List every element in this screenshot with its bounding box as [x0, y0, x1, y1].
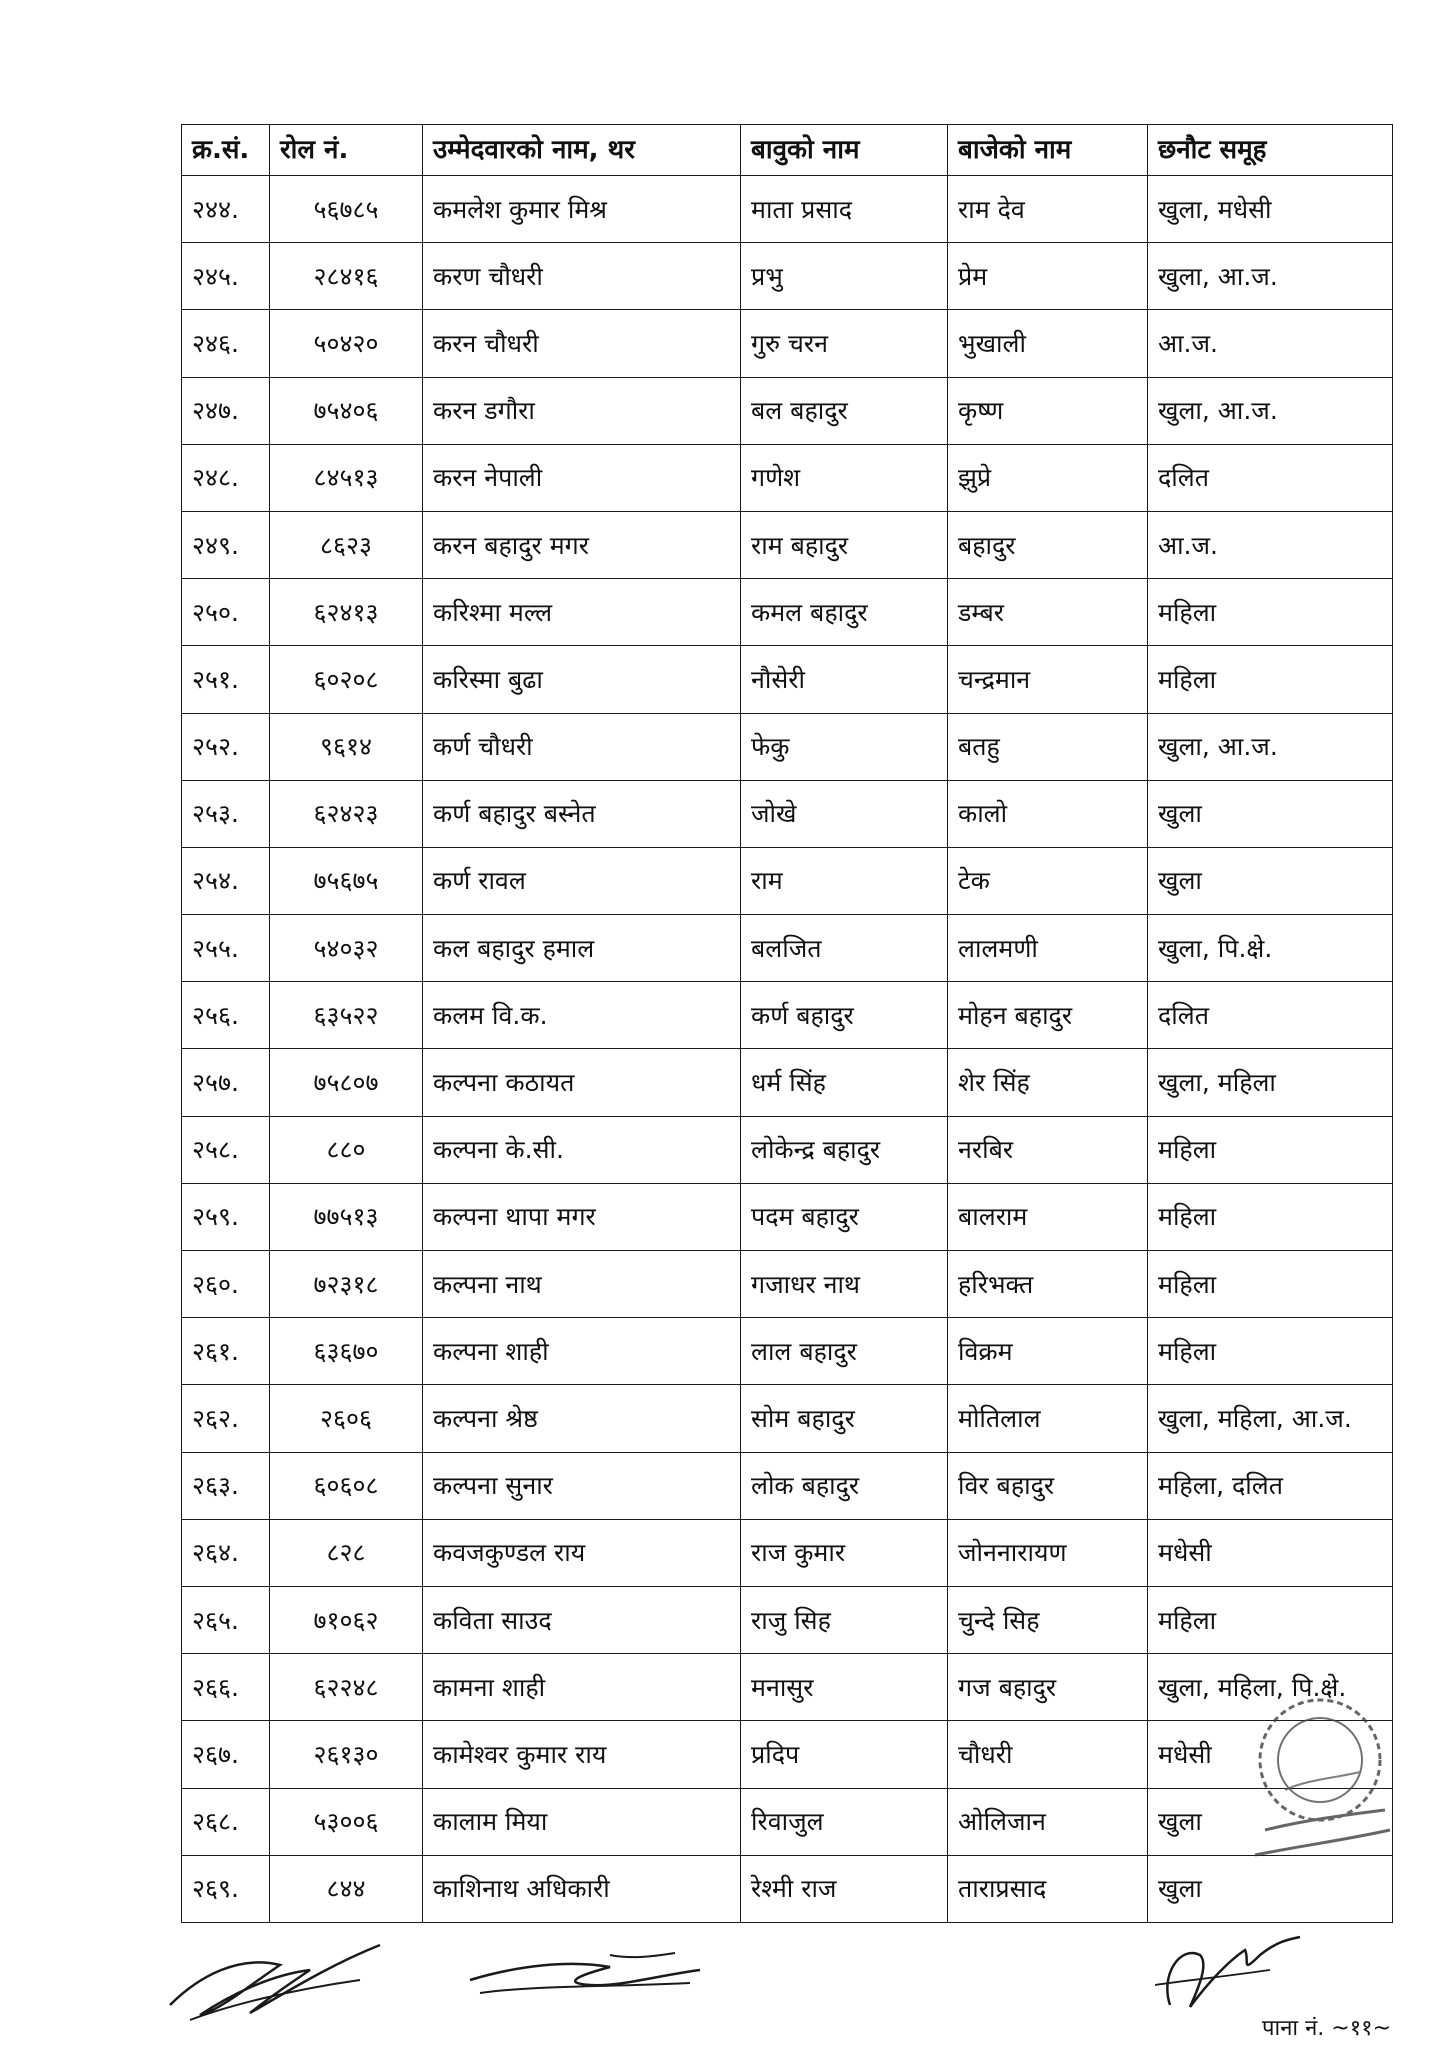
- table-row: [182, 1586, 1393, 1653]
- father-name-cell: राम: [741, 847, 948, 914]
- roll-no-cell: ५६७८५: [270, 176, 423, 243]
- serial-no-cell: २४७.: [182, 377, 270, 444]
- grandfather-name-cell: गज बहादुर: [948, 1654, 1148, 1721]
- selection-group-cell: खुला, महिला, आ.ज.: [1148, 1385, 1393, 1452]
- father-name-cell: बल बहादुर: [741, 377, 948, 444]
- roll-no-cell: ७५६७५: [270, 847, 423, 914]
- father-name-cell: जोखे: [741, 780, 948, 847]
- candidate-name-cell: करिश्मा मल्ल: [423, 579, 741, 646]
- roll-no-cell: ६३६७०: [270, 1318, 423, 1385]
- serial-no-cell: २५४.: [182, 847, 270, 914]
- father-name-cell: नौसेरी: [741, 646, 948, 713]
- signature-left-icon: [160, 1935, 400, 2025]
- grandfather-name-cell: कृष्ण: [948, 377, 1148, 444]
- father-name-cell: माता प्रसाद: [741, 176, 948, 243]
- candidate-name-cell: करन डगौरा: [423, 377, 741, 444]
- roll-no-cell: ८४४: [270, 1855, 423, 1922]
- selection-group-cell: महिला: [1148, 1183, 1393, 1250]
- roll-no-cell: ५४०३२: [270, 915, 423, 982]
- candidate-name-cell: कल्पना शाही: [423, 1318, 741, 1385]
- roll-no-cell: ५३००६: [270, 1788, 423, 1855]
- candidate-name-cell: कर्ण रावल: [423, 847, 741, 914]
- selection-group-cell: महिला, दलित: [1148, 1452, 1393, 1519]
- table-row: [182, 1452, 1393, 1519]
- roll-no-cell: ८६२३: [270, 511, 423, 578]
- grandfather-name-cell: मोतिलाल: [948, 1385, 1148, 1452]
- serial-no-cell: २४६.: [182, 310, 270, 377]
- table-row: [182, 377, 1393, 444]
- grandfather-name-cell: शेर सिंह: [948, 1049, 1148, 1116]
- grandfather-name-cell: डम्बर: [948, 579, 1148, 646]
- selection-group-cell: खुला, आ.ज.: [1148, 243, 1393, 310]
- table-row: [182, 1654, 1393, 1721]
- roll-no-cell: ६२२४८: [270, 1654, 423, 1721]
- roll-no-cell: ६०२०८: [270, 646, 423, 713]
- office-seal-icon: [1225, 1680, 1395, 1880]
- table-row: [182, 713, 1393, 780]
- table-row: [182, 1721, 1393, 1788]
- serial-no-cell: २६७.: [182, 1721, 270, 1788]
- table-body: [182, 176, 1393, 1923]
- candidate-name-cell: कल्पना के.सी.: [423, 1116, 741, 1183]
- selection-group-cell: खुला: [1148, 780, 1393, 847]
- candidate-name-cell: कल बहादुर हमाल: [423, 915, 741, 982]
- header-father-name: बावुको नाम: [741, 125, 948, 176]
- header-row: [182, 125, 1393, 176]
- grandfather-name-cell: विर बहादुर: [948, 1452, 1148, 1519]
- father-name-cell: लाल बहादुर: [741, 1318, 948, 1385]
- father-name-cell: राजु सिह: [741, 1586, 948, 1653]
- results-table: [181, 124, 1393, 1923]
- grandfather-name-cell: चुन्दे सिह: [948, 1586, 1148, 1653]
- roll-no-cell: ६०६०८: [270, 1452, 423, 1519]
- serial-no-cell: २५०.: [182, 579, 270, 646]
- selection-group-cell: महिला: [1148, 1251, 1393, 1318]
- father-name-cell: सोम बहादुर: [741, 1385, 948, 1452]
- signature-right-icon: [1150, 1925, 1310, 2015]
- grandfather-name-cell: ओलिजान: [948, 1788, 1148, 1855]
- father-name-cell: पदम बहादुर: [741, 1183, 948, 1250]
- roll-no-cell: ७५८०७: [270, 1049, 423, 1116]
- grandfather-name-cell: टेक: [948, 847, 1148, 914]
- selection-group-cell: खुला, पि.क्षे.: [1148, 915, 1393, 982]
- roll-no-cell: ५०४२०: [270, 310, 423, 377]
- grandfather-name-cell: राम देव: [948, 176, 1148, 243]
- candidate-name-cell: कल्पना सुनार: [423, 1452, 741, 1519]
- candidate-name-cell: करण चौधरी: [423, 243, 741, 310]
- serial-no-cell: २४८.: [182, 444, 270, 511]
- grandfather-name-cell: भुखाली: [948, 310, 1148, 377]
- father-name-cell: मनासुर: [741, 1654, 948, 1721]
- table-row: [182, 1116, 1393, 1183]
- grandfather-name-cell: बतहु: [948, 713, 1148, 780]
- roll-no-cell: २६०६: [270, 1385, 423, 1452]
- selection-group-cell: मधेसी: [1148, 1721, 1393, 1788]
- candidate-name-cell: करन नेपाली: [423, 444, 741, 511]
- selection-group-cell: महिला: [1148, 579, 1393, 646]
- candidate-name-cell: कामेश्वर कुमार राय: [423, 1721, 741, 1788]
- roll-no-cell: ६२४२३: [270, 780, 423, 847]
- roll-no-cell: ६३५२२: [270, 982, 423, 1049]
- selection-group-cell: दलित: [1148, 982, 1393, 1049]
- serial-no-cell: २५१.: [182, 646, 270, 713]
- serial-no-cell: २६०.: [182, 1251, 270, 1318]
- grandfather-name-cell: हरिभक्त: [948, 1251, 1148, 1318]
- table-row: [182, 1519, 1393, 1586]
- father-name-cell: गजाधर नाथ: [741, 1251, 948, 1318]
- table-row: [182, 579, 1393, 646]
- father-name-cell: फेकु: [741, 713, 948, 780]
- serial-no-cell: २६९.: [182, 1855, 270, 1922]
- selection-group-cell: खुला, आ.ज.: [1148, 377, 1393, 444]
- roll-no-cell: ८२८: [270, 1519, 423, 1586]
- selection-group-cell: महिला: [1148, 646, 1393, 713]
- grandfather-name-cell: प्रेम: [948, 243, 1148, 310]
- selection-group-cell: खुला, मधेसी: [1148, 176, 1393, 243]
- selection-group-cell: आ.ज.: [1148, 511, 1393, 578]
- roll-no-cell: २८४१६: [270, 243, 423, 310]
- candidate-name-cell: कर्ण चौधरी: [423, 713, 741, 780]
- selection-group-cell: खुला: [1148, 1855, 1393, 1922]
- candidate-name-cell: कर्ण बहादुर बस्नेत: [423, 780, 741, 847]
- table-row: [182, 847, 1393, 914]
- serial-no-cell: २६५.: [182, 1586, 270, 1653]
- grandfather-name-cell: बहादुर: [948, 511, 1148, 578]
- selection-group-cell: महिला: [1148, 1586, 1393, 1653]
- father-name-cell: प्रभु: [741, 243, 948, 310]
- table-row: [182, 780, 1393, 847]
- table-row: [182, 1788, 1393, 1855]
- grandfather-name-cell: चन्द्रमान: [948, 646, 1148, 713]
- candidate-name-cell: काशिनाथ अधिकारी: [423, 1855, 741, 1922]
- table-row: [182, 1251, 1393, 1318]
- candidate-name-cell: कालाम मिया: [423, 1788, 741, 1855]
- header-grandfather-name: बाजेको नाम: [948, 125, 1148, 176]
- table-row: [182, 243, 1393, 310]
- selection-group-cell: खुला, आ.ज.: [1148, 713, 1393, 780]
- serial-no-cell: २५६.: [182, 982, 270, 1049]
- header-selection-group: छनौट समूह: [1148, 125, 1393, 176]
- grandfather-name-cell: मोहन बहादुर: [948, 982, 1148, 1049]
- table-row: [182, 1049, 1393, 1116]
- father-name-cell: कर्ण बहादुर: [741, 982, 948, 1049]
- roll-no-cell: ७१०६२: [270, 1586, 423, 1653]
- father-name-cell: धर्म सिंह: [741, 1049, 948, 1116]
- grandfather-name-cell: नरबिर: [948, 1116, 1148, 1183]
- candidate-name-cell: कल्पना श्रेष्ठ: [423, 1385, 741, 1452]
- candidate-name-cell: कामना शाही: [423, 1654, 741, 1721]
- serial-no-cell: २५३.: [182, 780, 270, 847]
- serial-no-cell: २५२.: [182, 713, 270, 780]
- selection-group-cell: खुला, महिला, पि.क्षे.: [1148, 1654, 1393, 1721]
- father-name-cell: राज कुमार: [741, 1519, 948, 1586]
- grandfather-name-cell: ताराप्रसाद: [948, 1855, 1148, 1922]
- serial-no-cell: २६४.: [182, 1519, 270, 1586]
- table-row: [182, 310, 1393, 377]
- father-name-cell: गणेश: [741, 444, 948, 511]
- serial-no-cell: २४५.: [182, 243, 270, 310]
- candidate-name-cell: कविता साउद: [423, 1586, 741, 1653]
- father-name-cell: रिवाजुल: [741, 1788, 948, 1855]
- roll-no-cell: ८४५१३: [270, 444, 423, 511]
- grandfather-name-cell: लालमणी: [948, 915, 1148, 982]
- serial-no-cell: २५९.: [182, 1183, 270, 1250]
- grandfather-name-cell: कालो: [948, 780, 1148, 847]
- selection-group-cell: महिला: [1148, 1318, 1393, 1385]
- serial-no-cell: २५७.: [182, 1049, 270, 1116]
- table-header: [182, 125, 1393, 176]
- serial-no-cell: २४४.: [182, 176, 270, 243]
- candidate-name-cell: कल्पना नाथ: [423, 1251, 741, 1318]
- candidate-name-cell: कल्पना कठायत: [423, 1049, 741, 1116]
- selection-group-cell: आ.ज.: [1148, 310, 1393, 377]
- roll-no-cell: ७२३१८: [270, 1251, 423, 1318]
- candidate-name-cell: कमलेश कुमार मिश्र: [423, 176, 741, 243]
- roll-no-cell: ९६१४: [270, 713, 423, 780]
- roll-no-cell: ६२४१३: [270, 579, 423, 646]
- roll-no-cell: २६१३०: [270, 1721, 423, 1788]
- father-name-cell: लोकेन्द्र बहादुर: [741, 1116, 948, 1183]
- father-name-cell: राम बहादुर: [741, 511, 948, 578]
- father-name-cell: लोक बहादुर: [741, 1452, 948, 1519]
- table-row: [182, 176, 1393, 243]
- grandfather-name-cell: विक्रम: [948, 1318, 1148, 1385]
- header-serial-no: क्र.सं.: [182, 125, 270, 176]
- selection-group-cell: महिला: [1148, 1116, 1393, 1183]
- serial-no-cell: २६६.: [182, 1654, 270, 1721]
- serial-no-cell: २६२.: [182, 1385, 270, 1452]
- serial-no-cell: २५८.: [182, 1116, 270, 1183]
- roll-no-cell: ८८०: [270, 1116, 423, 1183]
- header-candidate-name: उम्मेदवारको नाम, थर: [423, 125, 741, 176]
- candidate-name-cell: कलम वि.क.: [423, 982, 741, 1049]
- candidate-name-cell: करिस्मा बुढा: [423, 646, 741, 713]
- grandfather-name-cell: जोननारायण: [948, 1519, 1148, 1586]
- grandfather-name-cell: बालराम: [948, 1183, 1148, 1250]
- header-roll-no: रोल नं.: [270, 125, 423, 176]
- grandfather-name-cell: झुप्रे: [948, 444, 1148, 511]
- table-row: [182, 1183, 1393, 1250]
- candidate-name-cell: करन बहादुर मगर: [423, 511, 741, 578]
- table-row: [182, 1385, 1393, 1452]
- table-row: [182, 646, 1393, 713]
- selection-group-cell: मधेसी: [1148, 1519, 1393, 1586]
- candidate-name-cell: कल्पना थापा मगर: [423, 1183, 741, 1250]
- table-row: [182, 511, 1393, 578]
- grandfather-name-cell: चौधरी: [948, 1721, 1148, 1788]
- selection-group-cell: खुला: [1148, 1788, 1393, 1855]
- table-row: [182, 1855, 1393, 1922]
- serial-no-cell: २६१.: [182, 1318, 270, 1385]
- table-row: [182, 982, 1393, 1049]
- signature-middle-icon: [460, 1945, 710, 2005]
- father-name-cell: प्रदिप: [741, 1721, 948, 1788]
- father-name-cell: गुरु चरन: [741, 310, 948, 377]
- selection-group-cell: खुला: [1148, 847, 1393, 914]
- serial-no-cell: २६८.: [182, 1788, 270, 1855]
- father-name-cell: कमल बहादुर: [741, 579, 948, 646]
- table-row: [182, 915, 1393, 982]
- father-name-cell: रेश्मी राज: [741, 1855, 948, 1922]
- page-number: पाना नं. ~११~: [1262, 2016, 1392, 2041]
- father-name-cell: बलजित: [741, 915, 948, 982]
- table-row: [182, 444, 1393, 511]
- candidate-name-cell: करन चौधरी: [423, 310, 741, 377]
- serial-no-cell: २४९.: [182, 511, 270, 578]
- selection-group-cell: दलित: [1148, 444, 1393, 511]
- roll-no-cell: ७७५१३: [270, 1183, 423, 1250]
- serial-no-cell: २५५.: [182, 915, 270, 982]
- roll-no-cell: ७५४०६: [270, 377, 423, 444]
- table-row: [182, 1318, 1393, 1385]
- serial-no-cell: २६३.: [182, 1452, 270, 1519]
- selection-group-cell: खुला, महिला: [1148, 1049, 1393, 1116]
- candidate-name-cell: कवजकुण्डल राय: [423, 1519, 741, 1586]
